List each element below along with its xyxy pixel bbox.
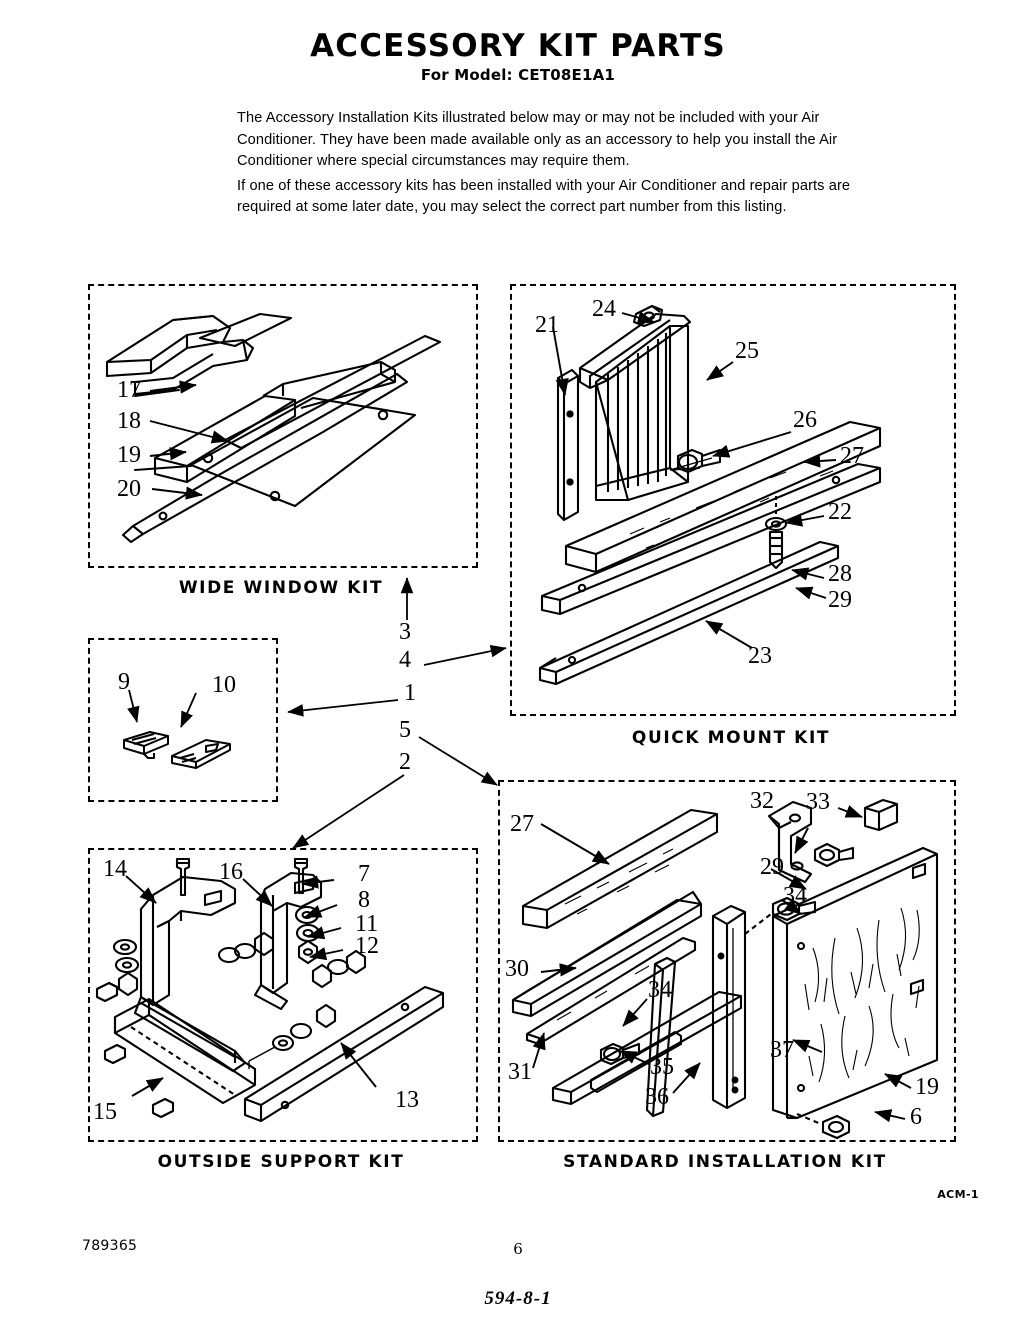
label-outside-support-kit: OUTSIDE SUPPORT KIT: [157, 1152, 405, 1172]
clips-box-illustration: [110, 710, 260, 780]
callout-37: 37: [770, 1037, 794, 1063]
page-number: 6: [513, 1240, 523, 1258]
callout-10: 10: [212, 672, 236, 698]
callout-25: 25: [735, 338, 759, 364]
callout-30: 30: [505, 956, 529, 982]
callout-17: 17: [117, 377, 141, 403]
callout-19-std: 19: [915, 1074, 939, 1100]
center-callout-5: 5: [399, 717, 411, 743]
callout-16: 16: [219, 859, 243, 885]
callout-7: 7: [358, 861, 370, 887]
intro-paragraph-2: If one of these accessory kits has been installed with your Air Conditioner and repair parts are required at some later date, you may select the correct part number from this listing.: [237, 177, 851, 215]
label-quick-mount-kit: QUICK MOUNT KIT: [631, 728, 831, 748]
callout-34-mid: 34: [648, 977, 672, 1003]
callout-35: 35: [650, 1054, 674, 1080]
intro-paragraph-1: The Accessory Installation Kits illustrated below may or may not be included with your Air Conditioner. They have been made available only as an accessory to help you install the Air Conditioner where special circumstances may require them.: [237, 110, 838, 169]
center-callout-2: 2: [399, 749, 411, 775]
callout-19: 19: [117, 442, 141, 468]
callout-6: 6: [910, 1104, 922, 1130]
intro-text: [237, 108, 862, 222]
callout-26: 26: [793, 407, 817, 433]
callout-32: 32: [750, 788, 774, 814]
callout-29-std: 29: [760, 854, 784, 880]
center-callout-4: 4: [399, 647, 411, 673]
callout-33: 33: [806, 789, 830, 815]
center-callout-3: 3: [399, 619, 411, 645]
callout-24: 24: [592, 296, 616, 322]
callout-15: 15: [93, 1099, 117, 1125]
callout-22: 22: [828, 499, 852, 525]
model-subtitle: For Model: CET08E1A1: [420, 66, 616, 84]
callout-14: 14: [103, 856, 127, 882]
standard-installation-kit-illustration: [505, 788, 945, 1133]
callout-29: 29: [828, 587, 852, 613]
wide-window-kit-illustration: [95, 290, 470, 560]
callout-11: 11: [355, 911, 379, 937]
callout-12: 12: [355, 933, 379, 959]
callout-36: 36: [645, 1084, 669, 1110]
callout-18: 18: [117, 408, 141, 434]
callout-8: 8: [358, 887, 370, 913]
callout-28: 28: [828, 561, 852, 587]
callout-13: 13: [395, 1087, 419, 1113]
callout-34-top: 34: [783, 883, 807, 909]
callout-20: 20: [117, 476, 141, 502]
callout-21: 21: [535, 312, 559, 338]
callout-27: 27: [840, 443, 864, 469]
label-wide-window-kit: WIDE WINDOW KIT: [178, 578, 384, 598]
quick-mount-kit-illustration: [520, 296, 940, 696]
callout-23: 23: [748, 643, 772, 669]
form-number: 594-8-1: [484, 1288, 552, 1309]
acm-code: ACM-1: [937, 1188, 979, 1201]
center-callout-1: 1: [404, 680, 416, 706]
label-standard-installation-kit: STANDARD INSTALLATION KIT: [563, 1152, 887, 1172]
page-title: ACCESSORY KIT PARTS: [310, 28, 726, 64]
part-number: 789365: [82, 1238, 138, 1254]
callout-27-std: 27: [510, 811, 534, 837]
callout-9: 9: [118, 669, 130, 695]
callout-31: 31: [508, 1059, 532, 1085]
